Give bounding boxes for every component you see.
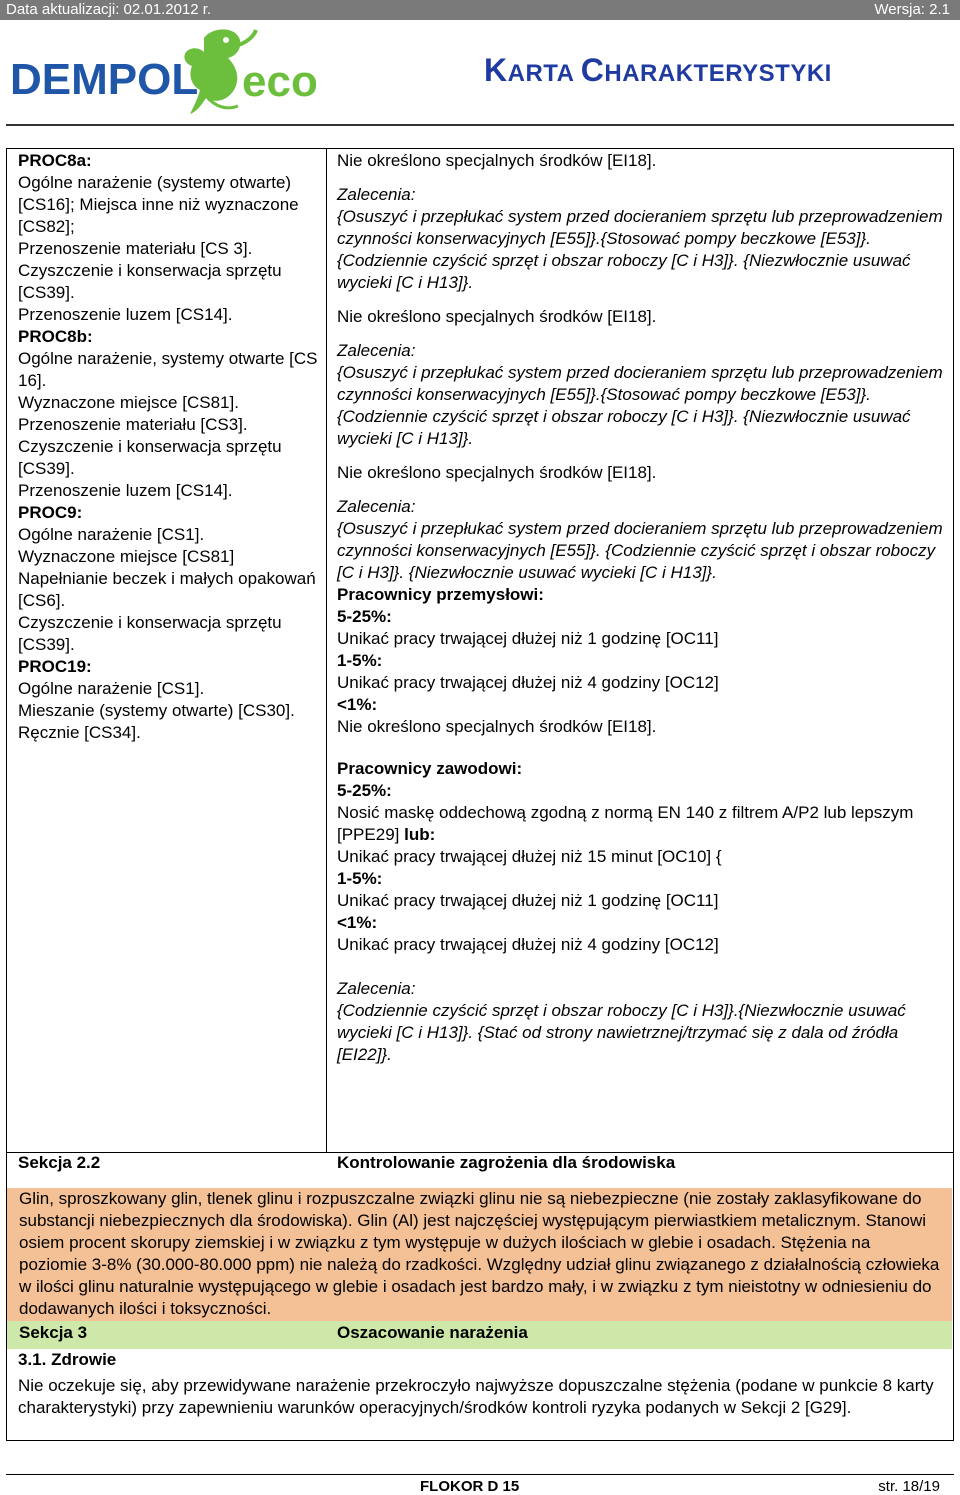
no-measures-3: Nie określono specjalnych środków [EI18]. [337, 463, 657, 482]
section-3-header [7, 1321, 952, 1349]
industrial-5-25-text: Unikać pracy trwającej dłużej niż 1 godzinę [OC11] [337, 629, 719, 648]
page-number: str. 18/19 [878, 1478, 940, 1495]
version-label: Wersja: 2.1 [874, 1, 950, 18]
left-column-line: Ogólne narażenie [CS1]. [18, 525, 205, 544]
left-column-line: Napełnianie beczek i małych opakowań [CS6]. [18, 569, 316, 610]
left-column-line: Ogólne narażenie [CS1]. [18, 679, 205, 698]
industrial-lt1-text: Nie określono specjalnych środków [EI18]. [337, 717, 657, 736]
left-column-line: Czyszczenie i konserwacja sprzętu [CS39]. [18, 437, 282, 478]
section-2-2-header [6, 1152, 954, 1187]
recommendations-text-1: {Osuszyć i przepłukać system przed docieraniem sprzętu lub przeprowadzeniem czynności konserwacyjnych [E55]}.{Stosować pompy beczkowe [E53]}. {Codziennie czyścić sprzęt i obszar roboczy [C i H3]}. {Niezwłocznie usuwać wycieki [C i H13]}. [337, 207, 943, 292]
professional-1-5-text: Unikać pracy trwającej dłużej niż 1 godzinę [OC11] [337, 891, 719, 910]
section-3-title: Oszacowanie narażenia [337, 1323, 528, 1342]
left-column-line: Przenoszenie luzem [CS14]. [18, 481, 233, 500]
left-column-line: Mieszanie (systemy otwarte) [CS30]. [18, 701, 295, 720]
professional-5-25-text: Nosić maskę oddechową zgodną z normą EN 140 z filtrem A/P2 lub lepszym [PPE29] lub: [337, 803, 914, 844]
left-column-line: Czyszczenie i konserwacja sprzętu [CS39]. [18, 613, 282, 654]
subsection-3-1-text: Nie oczekuje się, aby przewidywane narażenie przekroczyło najwyższe dopuszczalne stężenia (podane w punkcie 8 karty charakterystyki) przy zapewnieniu warunków operacyjnych/środków kontroli ryzyka podanych w Sekcji 2 [G29]. [18, 1376, 934, 1417]
left-column-line: Wyznaczone miejsce [CS81]. [18, 393, 239, 412]
professional-1-5: 1-5%: [337, 869, 383, 888]
professional-5-25: 5-25%: [337, 781, 392, 800]
left-column-line: PROC8b: [18, 327, 93, 346]
recommendations-label-1: Zalecenia: [337, 185, 416, 204]
industrial-5-25: 5-25%: [337, 607, 392, 626]
left-column-line: Przenoszenie materiału [CS 3]. [18, 239, 253, 258]
left-column-line: PROC9: [18, 503, 83, 522]
svg-text:DEMPOL: DEMPOL [10, 55, 199, 104]
industrial-lt1: <1%: [337, 695, 378, 714]
recommendations-label-3: Zalecenia: [337, 497, 416, 516]
svg-text:eco: eco [242, 57, 316, 106]
recommendations-text-2: {Osuszyć i przepłukać system przed docieraniem sprzętu lub przeprowadzeniem czynności konserwacyjnych [E55]}.{Stosować pompy beczkowe [E53]}. {Codziennie czyścić sprzęt i obszar roboczy [C i H3]}. {Niezwłocznie usuwać wycieki [C i H13]}. [337, 363, 943, 448]
industrial-1-5: 1-5%: [337, 651, 383, 670]
left-column [18, 150, 323, 744]
footer-divider [6, 1474, 954, 1475]
left-column-line: Przenoszenie luzem [CS14]. [18, 305, 233, 324]
top-info-bar [0, 0, 960, 20]
left-column-line: PROC19: [18, 657, 92, 676]
left-column-line: Ogólne narażenie (systemy otwarte) [CS16]; Miejsca inne niż wyznaczone [CS82]; [18, 173, 299, 236]
section-3-number: Sekcja 3 [19, 1323, 88, 1342]
recommendations-text-4: {Codziennie czyścić sprzęt i obszar roboczy [C i H3]}.{Niezwłocznie usuwać wycieki [C i H13]}. {Stać od strony nawietrznej/trzymać się z dala od źródła [EI22]}. [337, 1001, 906, 1064]
professional-lt1: <1%: [337, 913, 378, 932]
frog-icon [6, 26, 316, 116]
left-column-line: Wyznaczone miejsce [CS81] [18, 547, 235, 566]
environment-text-box [7, 1188, 952, 1321]
header-divider [6, 124, 954, 126]
update-date: Data aktualizacji: 02.01.2012 r. [6, 1, 212, 18]
left-column-line: PROC8a: [18, 151, 92, 170]
industrial-workers-title: Pracownicy przemysłowi: [337, 585, 544, 604]
professional-5-25-text-2: Unikać pracy trwającej dłużej niż 15 minut [OC10] { [337, 847, 722, 866]
industrial-1-5-text: Unikać pracy trwającej dłużej niż 4 godziny [OC12] [337, 673, 719, 692]
recommendations-label-2: Zalecenia: [337, 341, 416, 360]
document-title: KARTA CHARAKTERYSTYKI [484, 52, 832, 88]
subsection-3-1-title: 3.1. Zdrowie [18, 1350, 117, 1369]
product-name: FLOKOR D 15 [420, 1478, 520, 1495]
recommendations-label-4: Zalecenia: [337, 979, 416, 998]
no-measures-1: Nie określono specjalnych środków [EI18]. [337, 151, 657, 170]
left-column-line: Ogólne narażenie, systemy otwarte [CS 16]. [18, 349, 318, 390]
recommendations-text-3: {Osuszyć i przepłukać system przed docieraniem sprzętu lub przeprowadzeniem czynności konserwacyjnych [E55]}. {Codziennie czyścić sprzęt i obszar roboczy [C i H3]}. {Niezwłocznie usuwać wycieki [C i H13]}. [337, 519, 943, 582]
professional-workers-title: Pracownicy zawodowi: [337, 759, 523, 778]
no-measures-2: Nie określono specjalnych środków [EI18]. [337, 307, 657, 326]
column-divider [326, 148, 327, 1152]
left-column-line: Czyszczenie i konserwacja sprzętu [CS39]. [18, 261, 282, 302]
company-logo [6, 26, 316, 116]
left-column-line: Ręcznie [CS34]. [18, 723, 141, 742]
professional-lt1-text: Unikać pracy trwającej dłużej niż 4 godziny [OC12] [337, 935, 719, 954]
left-column-line: Przenoszenie materiału [CS3]. [18, 415, 248, 434]
section-2-2-number: Sekcja 2.2 [18, 1153, 101, 1172]
environment-text: Glin, sproszkowany glin, tlenek glinu i rozpuszczalne związki glinu nie są niebezpieczne (nie zostały zaklasyfikowane do substancji niebezpiecznych dla środowiska). Glin (Al) jest najczęściej występującym pierwiastkiem metalicznym. Stanowi osiem procent skorupy ziemskiej i w związku z tym występuje w dużych ilościach w glebie i osadach. Stężenia na poziomie 3-8% (30.000-80.000 ppm) nie należą do rzadkości. Względny udział glinu związanego z działalnością człowieka w ilości glinu naturalnie występującego w glebie i osadach jest bardzo mały, i w związku z tym nieistotny w odniesieniu do dodawanych ilości i toksyczności. [19, 1189, 940, 1318]
section-2-2-title: Kontrolowanie zagrożenia dla środowiska [337, 1153, 676, 1172]
right-column [337, 150, 949, 1066]
